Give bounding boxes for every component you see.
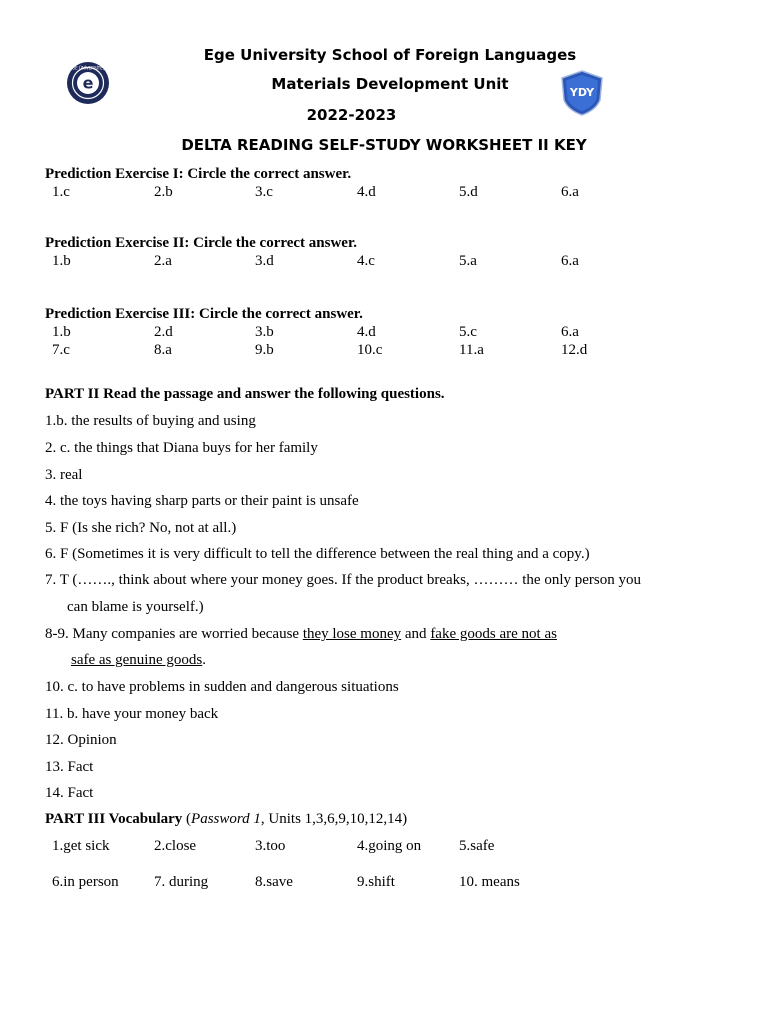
part-2-answer-6: 6. F (Sometimes it is very difficult to tell the difference between the real thing and a copy.)	[45, 546, 590, 562]
vocab-item: 7. during	[154, 874, 209, 890]
answer-8-9-underline-2: fake goods are not as	[430, 626, 557, 642]
answer-8-9-end: .	[202, 652, 206, 668]
part-2-answer-8-9	[45, 626, 557, 643]
answer-8-9-continued	[71, 652, 206, 669]
answer-item: 2.d	[154, 324, 173, 340]
answer-item: 3.c	[255, 184, 273, 200]
unit-name: Materials Development Unit	[271, 75, 509, 93]
logo-ydy-text: YDY	[569, 86, 595, 99]
answer-item: 6.a	[561, 324, 579, 340]
answer-item: 12.d	[561, 342, 588, 358]
vocab-item: 4.going on	[357, 838, 422, 854]
answer-item: 8.a	[154, 342, 172, 358]
part-2-answer-11: 11. b. have your money back	[45, 706, 219, 722]
academic-year: 2022-2023	[306, 106, 397, 124]
vocab-item: 3.too	[255, 838, 286, 854]
part-3-title-bold: PART III Vocabulary	[45, 811, 183, 827]
institution-name: Ege University School of Foreign Languages	[203, 46, 577, 64]
answer-item: 3.b	[255, 324, 274, 340]
answer-item: 4.c	[357, 253, 375, 269]
exercise-1-title: Prediction Exercise I: Circle the correct answer.	[45, 166, 352, 182]
part-2-answer-14: 14. Fact	[45, 785, 94, 801]
answer-item: 7.c	[52, 342, 70, 358]
vocab-item: 9.shift	[357, 874, 395, 890]
page-title: DELTA READING SELF-STUDY WORKSHEET II KEY	[181, 136, 587, 154]
answer-item: 9.b	[255, 342, 274, 358]
part-3-title-book: Password 1	[191, 811, 261, 827]
answer-8-9-prefix: 8-9. Many companies are worried because	[45, 626, 303, 642]
part-3-title-open: (	[182, 811, 192, 827]
vocab-item: 10. means	[459, 874, 520, 890]
part-2-answer-5: 5. F (Is she rich? No, not at all.)	[45, 520, 237, 536]
answer-item: 10.c	[357, 342, 383, 358]
logo-ring-text: EGE ÜNİVERSİTESİ	[69, 65, 107, 71]
exercise-2-title: Prediction Exercise II: Circle the correct answer.	[45, 235, 357, 251]
part-2-answer-7-continued: can blame is yourself.)	[67, 599, 204, 615]
exercise-3-title: Prediction Exercise III: Circle the correct answer.	[45, 306, 363, 322]
vocab-item: 6.in person	[52, 874, 119, 890]
answer-item: 3.d	[255, 253, 274, 269]
part-2-answer-1: 1.b. the results of buying and using	[45, 413, 256, 429]
answer-item: 2.a	[154, 253, 172, 269]
answer-item: 5.c	[459, 324, 477, 340]
answer-item: 6.a	[561, 253, 579, 269]
answer-8-9-underline-1: they lose money	[302, 626, 402, 642]
answer-item: 2.b	[154, 184, 173, 200]
part-2-answer-4: 4. the toys having sharp parts or their paint is unsafe	[45, 493, 359, 509]
answer-item: 5.d	[459, 184, 478, 200]
part-2-answer-2: 2. c. the things that Diana buys for her family	[45, 440, 318, 456]
vocab-item: 8.save	[255, 874, 293, 890]
logo-letter: e	[82, 73, 94, 93]
answer-item: 1.c	[52, 184, 70, 200]
vocab-item: 5.safe	[459, 838, 495, 854]
answer-item: 1.b	[52, 253, 71, 269]
part-3-title	[45, 811, 407, 828]
part-3-title-units: , Units 1,3,6,9,10,12,14)	[260, 811, 408, 827]
answer-item: 11.a	[459, 342, 484, 358]
part-2-answer-7: 7. T (……., think about where your money goes. If the product breaks, ……… the only person you	[45, 572, 642, 588]
part-2-answer-13: 13. Fact	[45, 759, 94, 775]
answer-8-9-underline-2-cont: safe as genuine goods	[71, 652, 203, 668]
answer-item: 4.d	[357, 324, 376, 340]
vocab-item: 2.close	[154, 838, 197, 854]
part-2-answer-12: 12. Opinion	[45, 732, 117, 748]
answer-item: 4.d	[357, 184, 376, 200]
answer-item: 5.a	[459, 253, 477, 269]
answer-item: 6.a	[561, 184, 579, 200]
answer-item: 1.b	[52, 324, 71, 340]
part-2-answer-3: 3. real	[45, 467, 83, 483]
part-2-title: PART II Read the passage and answer the following questions.	[45, 386, 445, 402]
part-2-answer-10: 10. c. to have problems in sudden and dangerous situations	[45, 679, 399, 695]
vocab-item: 1.get sick	[52, 838, 110, 854]
answer-8-9-mid: and	[404, 626, 431, 642]
